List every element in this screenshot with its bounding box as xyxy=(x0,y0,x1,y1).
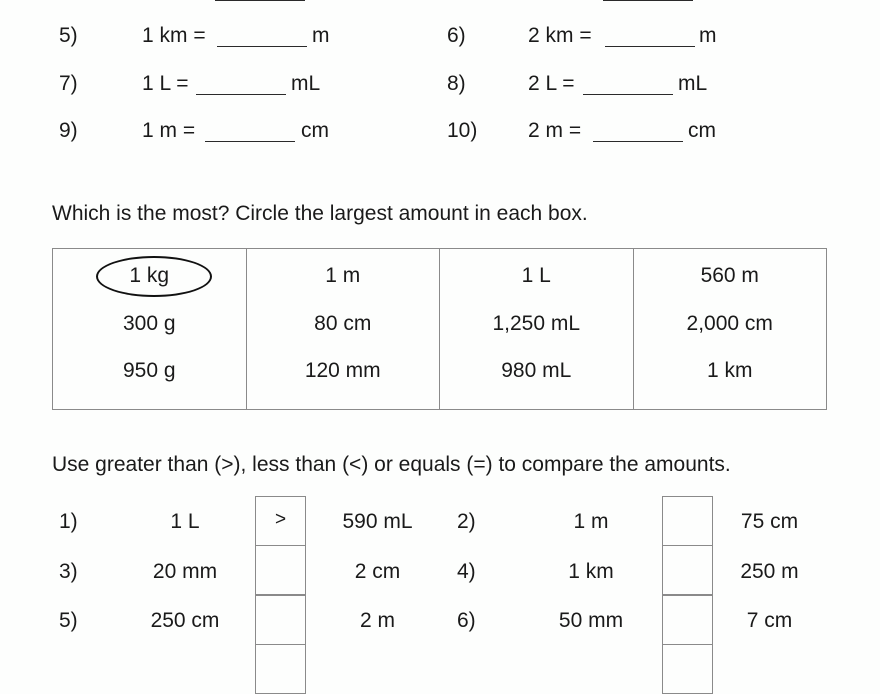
answer-blank[interactable] xyxy=(196,94,286,95)
amount-option[interactable]: 560 m xyxy=(700,264,759,287)
amount-box xyxy=(634,249,827,409)
compare-right-value: 75 cm xyxy=(740,510,799,533)
question-number: 5) xyxy=(59,24,78,47)
compare-left-value: 1 km xyxy=(568,560,614,583)
compare-left-value: 1 L xyxy=(170,510,200,533)
compare-right-value: 2 m xyxy=(359,609,395,632)
question-unit: mL xyxy=(291,72,321,95)
amount-option[interactable]: 120 mm xyxy=(304,359,381,382)
question-lhs: 2 km = xyxy=(528,24,592,47)
compare-answer-box[interactable] xyxy=(662,595,713,645)
compare-left-value: 20 mm xyxy=(152,560,218,583)
compare-right-value: 2 cm xyxy=(354,560,401,583)
section-heading-most: Which is the most? Circle the largest amount in each box. xyxy=(52,202,588,225)
question-number: 6) xyxy=(457,609,476,632)
question-lhs: 2 m = xyxy=(528,119,582,142)
compare-answer-box[interactable] xyxy=(662,644,713,694)
amount-box xyxy=(440,249,634,409)
amount-box xyxy=(247,249,441,409)
compare-answer-box[interactable]: > xyxy=(255,496,306,546)
answer-blank[interactable] xyxy=(593,141,683,142)
largest-amount-table xyxy=(52,248,827,410)
amount-option[interactable]: 1,250 mL xyxy=(492,312,581,335)
question-lhs: 1 L = xyxy=(142,72,189,95)
answer-blank[interactable] xyxy=(605,46,695,47)
question-number: 10) xyxy=(447,119,478,142)
question-lhs: 2 L = xyxy=(528,72,575,95)
question-number: 2) xyxy=(457,510,476,533)
question-number: 5) xyxy=(59,609,78,632)
compare-right-value: 250 m xyxy=(740,560,799,583)
question-number: 8) xyxy=(447,72,466,95)
answer-blank[interactable] xyxy=(205,141,295,142)
question-lhs: 1 km = xyxy=(142,24,206,47)
compare-answer-box[interactable] xyxy=(662,545,713,595)
amount-box xyxy=(53,249,247,409)
amount-option[interactable]: 300 g xyxy=(122,312,176,335)
question-number: 3) xyxy=(59,560,78,583)
question-unit: cm xyxy=(688,119,716,142)
compare-left-value: 50 mm xyxy=(558,609,624,632)
compare-answer-box[interactable] xyxy=(255,644,306,694)
amount-option[interactable]: 1 m xyxy=(325,264,361,287)
question-number: 6) xyxy=(447,24,466,47)
answer-blank[interactable] xyxy=(583,94,673,95)
question-number: 7) xyxy=(59,72,78,95)
question-lhs: 1 m = xyxy=(142,119,196,142)
question-unit: mL xyxy=(678,72,708,95)
partial-answer-line-right xyxy=(603,0,693,1)
question-number: 9) xyxy=(59,119,78,142)
question-number: 4) xyxy=(457,560,476,583)
question-unit: cm xyxy=(301,119,329,142)
compare-left-value: 1 m xyxy=(573,510,609,533)
compare-answer-box[interactable] xyxy=(255,545,306,595)
question-unit: m xyxy=(312,24,330,47)
compare-left-value: 250 cm xyxy=(150,609,220,632)
compare-answer-box[interactable] xyxy=(662,496,713,546)
amount-option[interactable]: 1 km xyxy=(706,359,753,382)
answer-blank[interactable] xyxy=(217,46,307,47)
compare-right-value: 590 mL xyxy=(342,510,413,533)
question-number: 1) xyxy=(59,510,78,533)
amount-option[interactable]: 2,000 cm xyxy=(686,312,773,335)
amount-option[interactable]: 80 cm xyxy=(314,312,372,335)
section-heading-compare: Use greater than (>), less than (<) or equals (=) to compare the amounts. xyxy=(52,453,731,476)
amount-option[interactable]: 950 g xyxy=(122,359,176,382)
question-unit: m xyxy=(699,24,717,47)
amount-option[interactable]: 1 kg xyxy=(129,264,170,287)
amount-option[interactable]: 980 mL xyxy=(501,359,572,382)
amount-option[interactable]: 1 L xyxy=(521,264,551,287)
compare-answer-box[interactable] xyxy=(255,595,306,645)
partial-answer-line-left xyxy=(215,0,305,1)
compare-right-value: 7 cm xyxy=(746,609,793,632)
